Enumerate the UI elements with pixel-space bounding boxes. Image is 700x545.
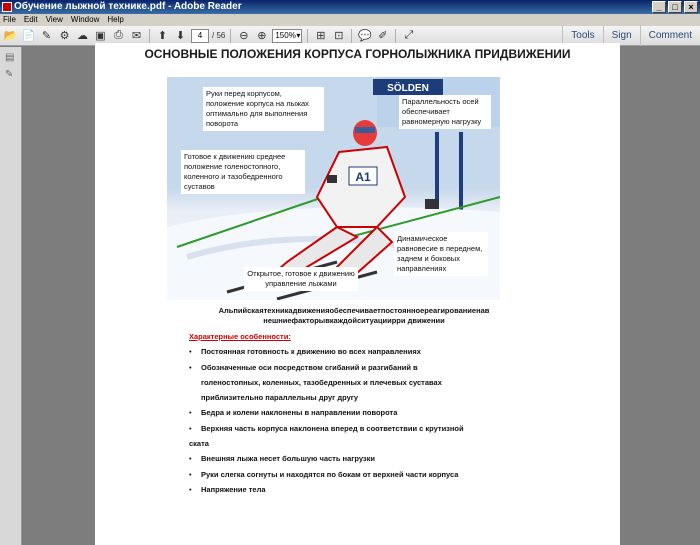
bib-text: A1 — [355, 170, 371, 184]
bullet-continuation: голеностопных, коленных, тазобедренных и плечевых суставах — [201, 378, 442, 387]
minimize-button[interactable]: _ — [652, 1, 666, 13]
comment-icon[interactable]: 💬 — [357, 30, 372, 42]
zoom-in-icon[interactable]: ⊕ — [257, 30, 267, 42]
bullet-item: • Обозначенные оси посредством сгибаний и разгибаний в — [189, 363, 418, 373]
save-icon[interactable]: ▣ — [95, 30, 106, 42]
prev-page-icon[interactable]: ⬆ — [157, 30, 168, 42]
maximize-button[interactable]: □ — [668, 1, 682, 13]
menu-window[interactable]: Window — [70, 15, 100, 24]
open-icon[interactable]: 📂 — [3, 30, 18, 42]
navigation-panel — [0, 47, 22, 545]
comment-button[interactable]: Comment — [640, 26, 700, 46]
page-title: ОСНОВНЫЕ ПОЛОЖЕНИЯ КОРПУСА ГОРНОЛЫЖНИКА ПРИДВИЖЕНИИ — [144, 47, 571, 61]
caption-ready: Готовое к движению среднее положение голеностопного, коленного и тазобедренного суставов — [181, 150, 305, 194]
menu-bar — [0, 14, 700, 26]
caption-hands: Руки перед корпусом, положение корпуса на лыжах оптимально для выполнения поворота — [203, 87, 324, 131]
bullet-item: • Бедра и колени наклонены в направлении поворота — [189, 408, 397, 418]
fit-width-icon[interactable]: ⊡ — [334, 30, 344, 42]
sign-button[interactable]: Sign — [603, 26, 640, 46]
window-title: Обучение лыжной технике.pdf - Adobe Reader — [14, 1, 242, 12]
bullet-item: • Руки слегка согнуты и находятся по бокам от верхней части корпуса — [189, 470, 458, 480]
expand-icon[interactable]: ⤢ — [404, 29, 414, 41]
print-icon[interactable]: ⎙ — [114, 29, 123, 41]
pages-icon[interactable]: ▤ — [5, 52, 15, 63]
bullet-item: • Напряжение тела — [189, 485, 266, 495]
zoom-select[interactable]: 150% ▾ — [272, 29, 302, 43]
adobe-reader-icon — [2, 2, 12, 12]
caption-open: Открытое, готовое к движению управление лыжами — [244, 267, 358, 291]
cloud-icon[interactable]: ☁ — [77, 30, 88, 42]
highlight-icon[interactable]: ✐ — [378, 30, 388, 42]
menu-file[interactable]: File — [3, 15, 16, 24]
pdf-page — [95, 43, 620, 545]
zoom-out-icon[interactable]: ⊖ — [239, 30, 249, 42]
attachments-icon[interactable]: ✎ — [5, 69, 14, 80]
banner-text: SÖLDEN — [387, 83, 429, 94]
caption-balance: Динамическое равновесие в переднем, заднем и боковых направлениях — [394, 232, 488, 276]
bullet-item: • Верхняя часть корпуса наклонена вперед в соответствии с крутизной — [189, 424, 464, 434]
share-icon[interactable]: ⚙ — [59, 30, 70, 42]
tools-button[interactable]: Tools — [562, 26, 602, 46]
close-button[interactable]: × — [684, 1, 698, 13]
next-page-icon[interactable]: ⬇ — [175, 30, 186, 42]
skier-photo — [167, 77, 500, 300]
page-number-input[interactable]: 4 — [191, 29, 209, 43]
page-total: / 56 — [212, 31, 226, 40]
menu-help[interactable]: Help — [107, 15, 124, 24]
create-pdf-icon[interactable]: 📄 — [21, 30, 36, 42]
bullet-item: • Постоянная готовность к движению во всех направлениях — [189, 347, 421, 357]
caption-axes: Параллельность осей обеспечивает равномерную нагрузку — [399, 95, 491, 129]
features-heading: Характерные особенности: — [189, 332, 291, 341]
window-titlebar — [0, 0, 700, 14]
email-icon[interactable]: ✉ — [131, 30, 142, 42]
intro-text: Альпийскаятехникадвиженияобеспечиваетпостоянноереагированиенав нешниефакторывкаждойситуацииpри движении — [218, 306, 490, 325]
bullet-item: • Внешняя лыжа несет большую часть нагрузки — [189, 454, 375, 464]
menu-edit[interactable]: Edit — [23, 15, 38, 24]
fit-page-icon[interactable]: ⊞ — [316, 30, 326, 42]
bullet-continuation: приблизительно параллельны друг другу — [201, 393, 359, 402]
edit-icon[interactable]: ✎ — [41, 30, 52, 42]
menu-view[interactable]: View — [45, 15, 63, 24]
bullet-continuation: ската — [189, 439, 209, 448]
